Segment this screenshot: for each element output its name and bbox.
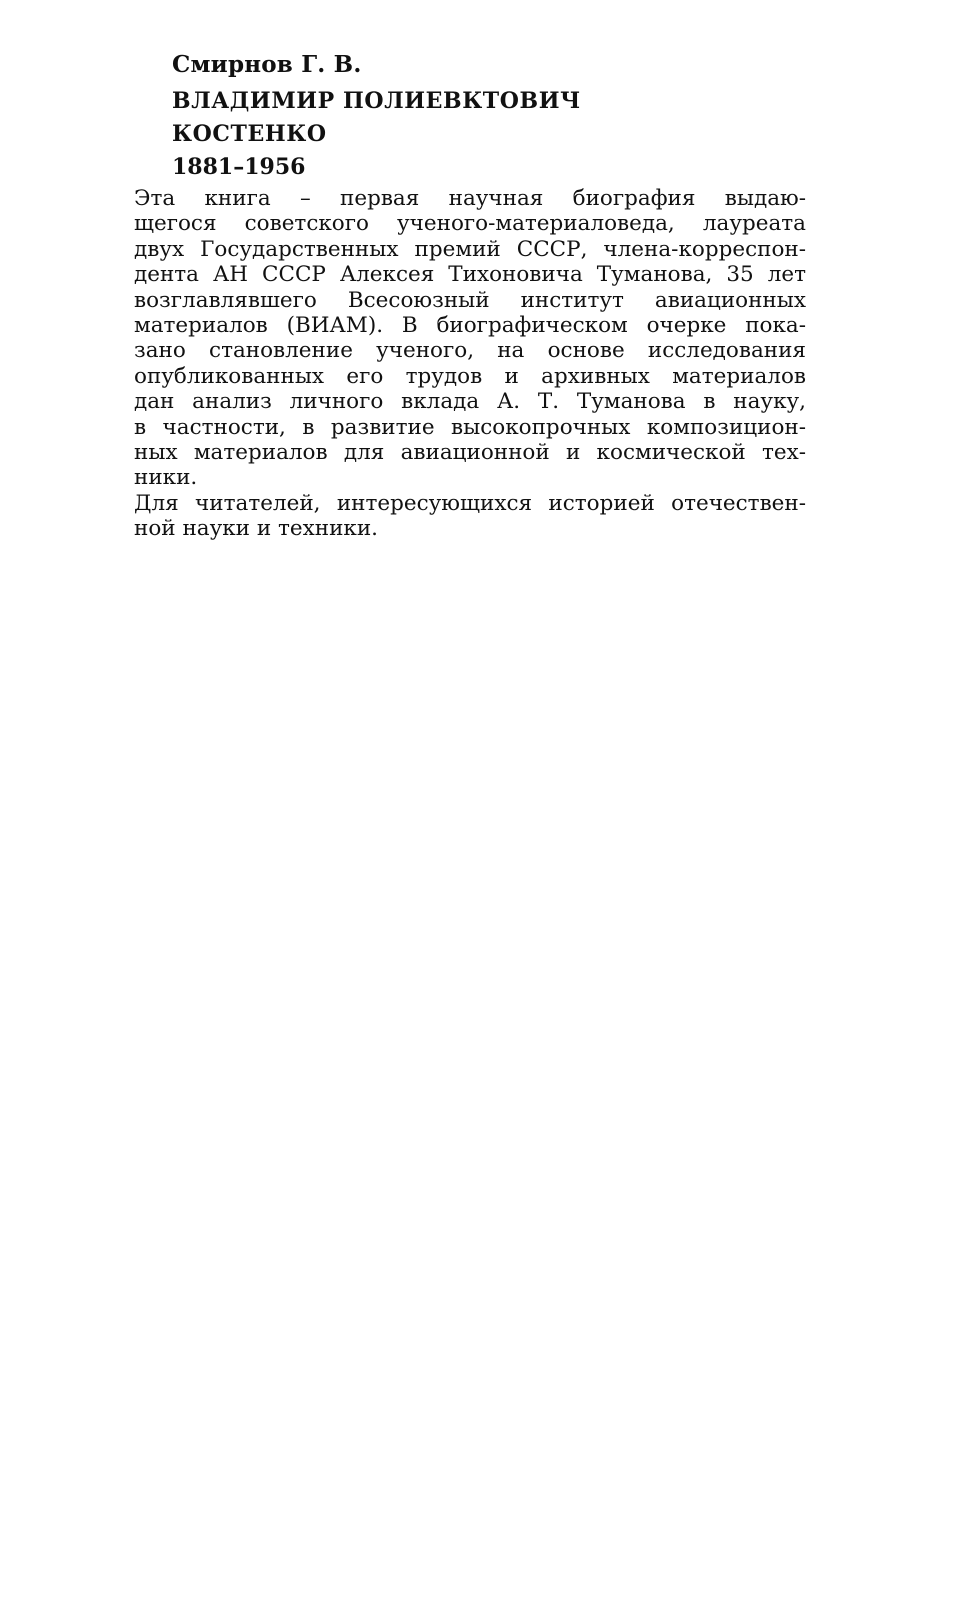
text-line: опубликованных его трудов и архивных материалов [134,363,806,389]
text-line: ники. [134,465,198,491]
author-name: Смирнов Г. В. [172,51,362,78]
text-line: двух Государственных премий СССР, члена-корреспон- [134,236,806,262]
book-title-line-1: ВЛАДИМИР ПОЛИЕВКТОВИЧ [172,88,581,114]
book-title-line-2: КОСТЕНКО [172,121,327,147]
annotation-paragraph-2 [134,491,806,542]
text-line: материалов (ВИАМ). В биографическом очерке пока- [134,313,806,339]
life-years: 1881–1956 [172,154,306,180]
text-line: возглавлявшего Всесоюзный институт авиационных [134,287,806,313]
text-line: ных материалов для авиационной и космической тех- [134,440,806,466]
text-line: дан анализ личного вклада А. Т. Туманова в науку, [134,389,806,415]
text-line: Для читателей, интересующихся историей отечествен- [134,490,806,516]
text-line: ной науки и техники. [134,516,379,542]
text-line: щегося советского ученого-материаловеда, лауреата [134,211,806,237]
text-line: Эта книга – первая научная биография выдаю- [134,186,806,211]
annotation-text [134,186,806,542]
annotation-paragraph-1 [134,186,806,491]
bibliographic-heading [172,50,812,184]
text-line: дента АН СССР Алексея Тихоновича Туманова, 35 лет [134,262,806,288]
text-line: зано становление ученого, на основе исследования [134,338,806,364]
text-line: в частности, в развитие высокопрочных композицион- [134,414,806,440]
